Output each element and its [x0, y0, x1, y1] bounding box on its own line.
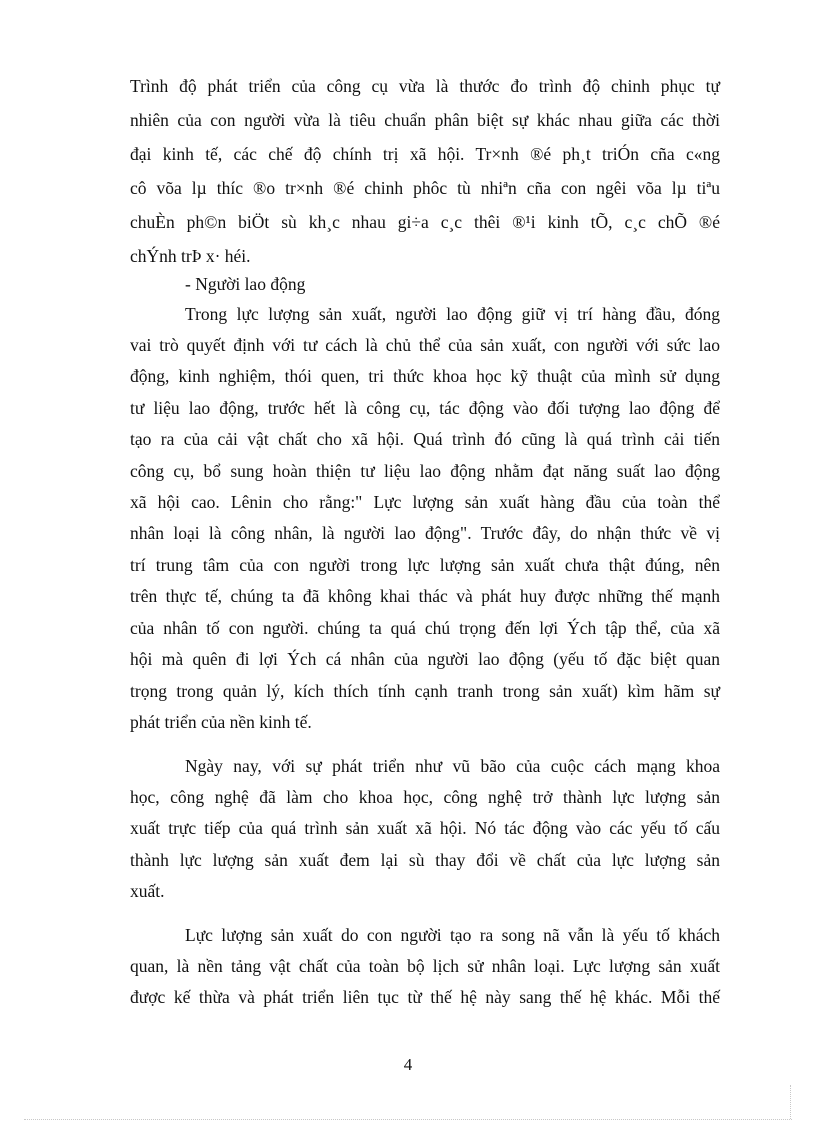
text-line: vai trò quyết định với tư cách là chủ thể của sản xuất, con người với sức lao: [130, 335, 720, 355]
page-number: 4: [403, 1055, 413, 1074]
text-line: hội mà quên đi lợi Ých cá nhân của người lao động (yếu tố đặc biệt quan: [130, 649, 720, 669]
text-line: nhiên của con người vừa là tiêu chuẩn phân biệt sự khác nhau giữa các thời: [130, 110, 720, 130]
text-line: quan, là nền tảng vật chất của toàn bộ lịch sử nhân loại. Lực lượng sản xuất: [130, 956, 720, 976]
text-line: Ngày nay, với sự phát triển như vũ bão của cuộc cách mạng khoa: [185, 756, 720, 776]
text-line: của nhân tố con người. chúng ta quá chú trọng đến lợi Ých tập thể, của xã: [130, 618, 720, 638]
page-corner-guide: [790, 1085, 791, 1119]
text-line: phát triển của nền kinh tế.: [130, 712, 312, 732]
text-line: tư liệu lao động, trước hết là công cụ, tác động vào đối tượng lao động để: [130, 398, 720, 418]
text-line: học, công nghệ đã làm cho khoa học, công nghệ trở thành lực lượng sản: [130, 787, 720, 807]
text-line: tạo ra của cải vật chất cho xã hội. Quá trình đó cũng là quá trình cải tiến: [130, 429, 720, 449]
text-line: đại kinh tế, các chế độ chính trị xã hội. Tr×nh ®é ph¸t triÓn cña c«ng: [130, 144, 720, 164]
page-edge-divider: [24, 1119, 792, 1120]
text-line: được kế thừa và phát triển liên tục từ thế hệ này sang thế hệ khác. Mỗi thế: [130, 987, 720, 1007]
text-line: xã hội cao. Lênin cho rằng:" Lực lượng sản xuất hàng đầu của toàn thể: [130, 492, 720, 512]
text-line: cô võa lµ thíc ®o tr×nh ®é chinh phôc tù nhiªn cña con ngêi võa lµ tiªu: [130, 178, 720, 198]
text-line: chuÈn ph©n biÖt sù kh¸c nhau gi÷a c¸c thêi ®¹i kinh tÕ, c¸c chÕ ®é: [130, 212, 720, 232]
text-line: trí trung tâm của con người trong lực lượng sản xuất chưa thật đúng, nên: [130, 555, 720, 575]
text-line: xuất.: [130, 881, 165, 901]
text-line: Trình độ phát triển của công cụ vừa là thước đo trình độ chinh phục tự: [130, 76, 720, 96]
text-line: trọng trong quản lý, kích thích tính cạnh tranh trong sản xuất) kìm hãm sự: [130, 681, 720, 701]
text-line: Lực lượng sản xuất do con người tạo ra song nã vẫn là yếu tố khách: [185, 925, 720, 945]
text-line: thành lực lượng sản xuất đem lại sù thay đổi về chất của lực lượng sản: [130, 850, 720, 870]
text-line: xuất trực tiếp của quá trình sản xuất xã hội. Nó tác động vào các yếu tố cấu: [130, 818, 720, 838]
text-line: Trong lực lượng sản xuất, người lao động giữ vị trí hàng đầu, đóng: [185, 304, 720, 324]
text-line: chÝnh trÞ x· héi.: [130, 246, 251, 266]
text-line: nhân loại là công nhân, là người lao động". Trước đây, do nhận thức về vị: [130, 523, 720, 543]
section-heading: - Người lao động: [185, 274, 306, 294]
text-line: trên thực tế, chúng ta đã không khai thác và phát huy được những thế mạnh: [130, 586, 720, 606]
text-line: công cụ, bổ sung hoàn thiện tư liệu lao động nhằm đạt năng suất lao động: [130, 461, 720, 481]
text-line: động, kinh nghiệm, thói quen, tri thức khoa học kỹ thuật của mình sử dụng: [130, 366, 720, 386]
